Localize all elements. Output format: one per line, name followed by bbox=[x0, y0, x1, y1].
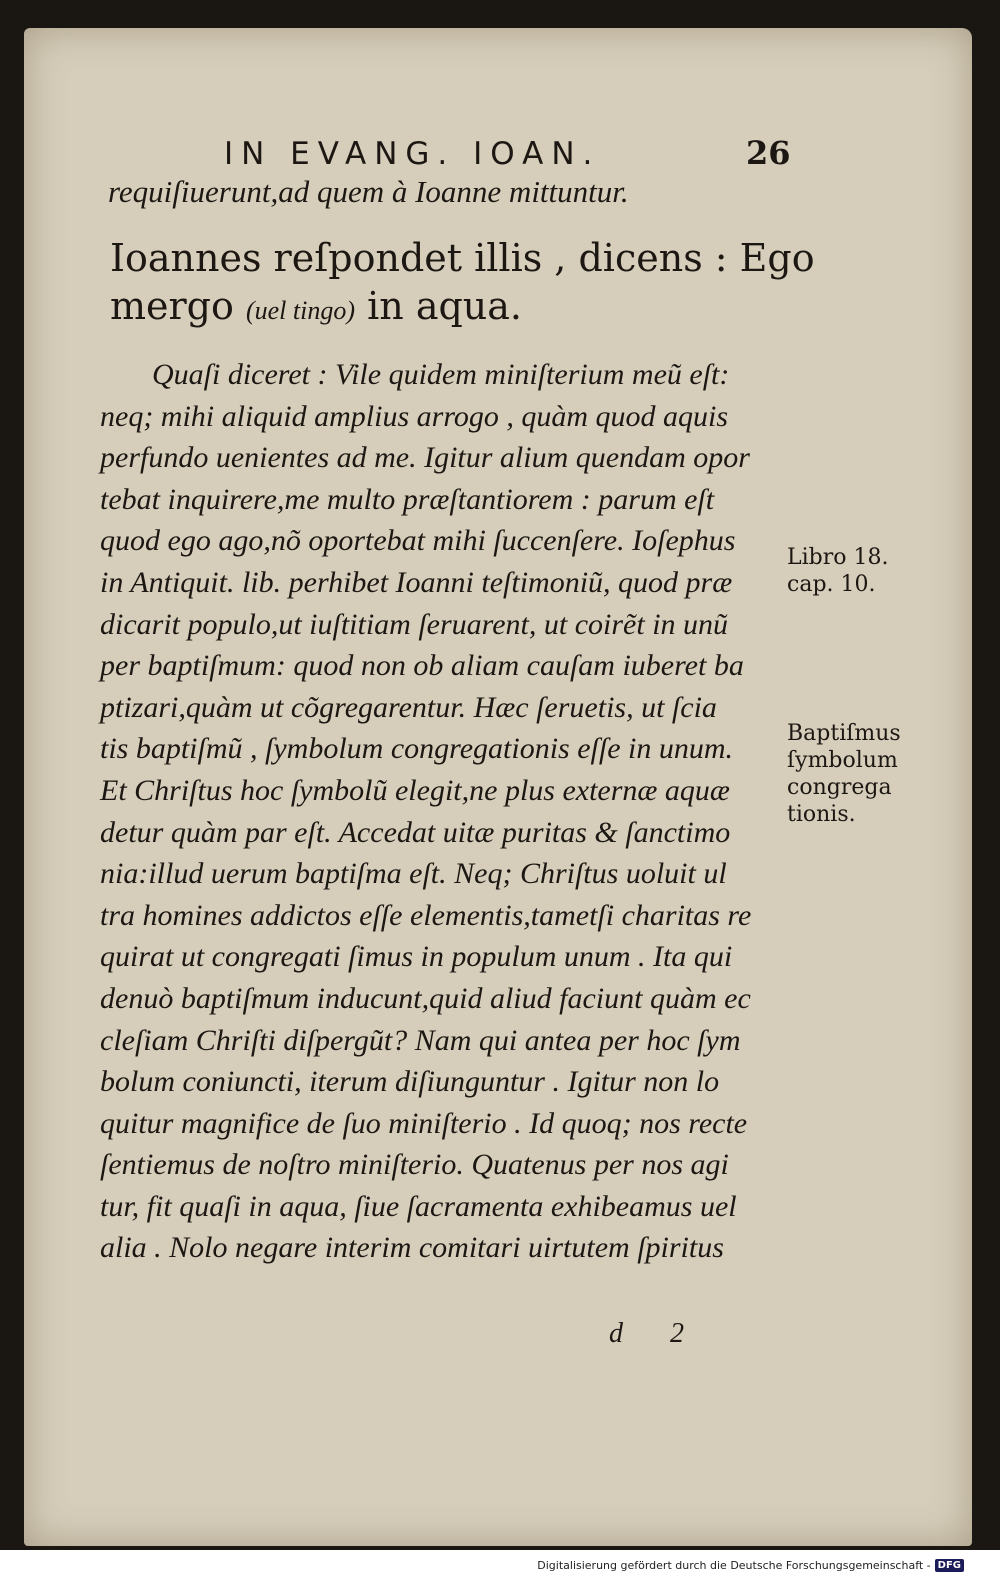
body-line: quirat ut congregati ſimus in populum unum . Ita qui bbox=[100, 940, 733, 974]
lemma-parenthetical: (uel tingo) bbox=[245, 296, 356, 325]
body-line: ptizari,quàm ut cõgregarentur. Hæc ſeruetis, ut ſcia bbox=[100, 690, 717, 724]
lemma-line-2 bbox=[110, 284, 522, 328]
body-line: in Antiquit. lib. perhibet Ioanni teſtimoniũ, quod præ bbox=[100, 565, 733, 599]
marginal-note-baptism bbox=[787, 720, 901, 828]
marginal-note-josephus bbox=[787, 544, 888, 598]
marginal-line: congrega bbox=[787, 775, 892, 800]
marginal-line: ſymbolum bbox=[787, 748, 898, 773]
body-line: alia . Nolo negare interim comitari uirtutem ſpiritus bbox=[100, 1231, 724, 1265]
body-text bbox=[100, 354, 780, 1269]
running-head: IN EVANG. IOAN. bbox=[224, 136, 601, 172]
body-line: Et Chriſtus hoc ſymbolũ elegit,ne plus externæ aquæ bbox=[100, 773, 730, 807]
marginal-line: tionis. bbox=[787, 802, 856, 827]
catchline: requiſiuerunt,ad quem à Ioanne mittuntur. bbox=[108, 174, 629, 209]
body-line: denuò baptiſmum inducunt,quid aliud faciunt quàm ec bbox=[100, 981, 751, 1015]
body-line: Quaſi diceret : Vile quidem miniſterium meũ eſt: bbox=[152, 358, 730, 391]
footer-text: Digitalisierung gefördert durch die Deutsche Forschungsgemeinschaft - bbox=[537, 1559, 931, 1572]
body-line: cleſiam Chriſti diſpergũt? Nam qui antea per hoc ſym bbox=[100, 1023, 741, 1057]
lemma-word: mergo bbox=[110, 284, 234, 328]
body-line: per baptiſmum: quod non ob aliam cauſam iuberet ba bbox=[100, 649, 744, 683]
lemma-line-1: Ioannes reſpondet illis , dicens : Ego bbox=[110, 236, 815, 280]
folio-number: 26 bbox=[746, 134, 791, 172]
book-page bbox=[24, 28, 972, 1546]
lemma-word: in aqua. bbox=[367, 284, 523, 328]
body-line: tur, fit quaſi in aqua, ſiue ſacramenta exhibeamus uel bbox=[100, 1189, 737, 1223]
body-line: dicarit populo,ut iuſtitiam ſeruarent, ut coirẽt in unũ bbox=[100, 607, 729, 641]
body-line: detur quàm par eſt. Accedat uitæ puritas & ſanctimo bbox=[100, 815, 731, 849]
dfg-logo-icon: DFG bbox=[935, 1559, 964, 1572]
body-line: quitur magnifice de ſuo miniſterio . Id quoq; nos recte bbox=[100, 1106, 748, 1140]
body-line: tra homines addictos eſſe elementis,tametſi charitas re bbox=[100, 898, 752, 932]
body-line: nia:illud uerum baptiſma eſt. Neq; Chriſtus uoluit ul bbox=[100, 857, 727, 891]
body-line: bolum coniuncti, iterum diſiunguntur . Igitur non lo bbox=[100, 1065, 720, 1099]
body-line: ſentiemus de noſtro miniſterio. Quatenus per nos agi bbox=[100, 1148, 729, 1182]
body-line: tis baptiſmũ , ſymbolum congregationis eſſe in unum. bbox=[100, 732, 734, 766]
marginal-line: Libro 18. bbox=[787, 545, 889, 570]
footer-credit bbox=[537, 1559, 964, 1572]
body-line: tebat inquirere,me multo præſtantiorem : parum eſt bbox=[100, 482, 715, 516]
body-line: neq; mihi aliquid amplius arrogo , quàm quod aquis bbox=[100, 399, 729, 433]
marginal-line: Baptiſmus bbox=[787, 721, 901, 746]
signature-mark: d 2 bbox=[609, 1318, 704, 1349]
body-line: quod ego ago,nõ oportebat mihi ſuccenſere. Ioſephus bbox=[100, 524, 736, 558]
body-line: perfundo uenientes ad me. Igitur alium quendam opor bbox=[100, 441, 750, 475]
marginal-line: cap. 10. bbox=[787, 572, 876, 597]
